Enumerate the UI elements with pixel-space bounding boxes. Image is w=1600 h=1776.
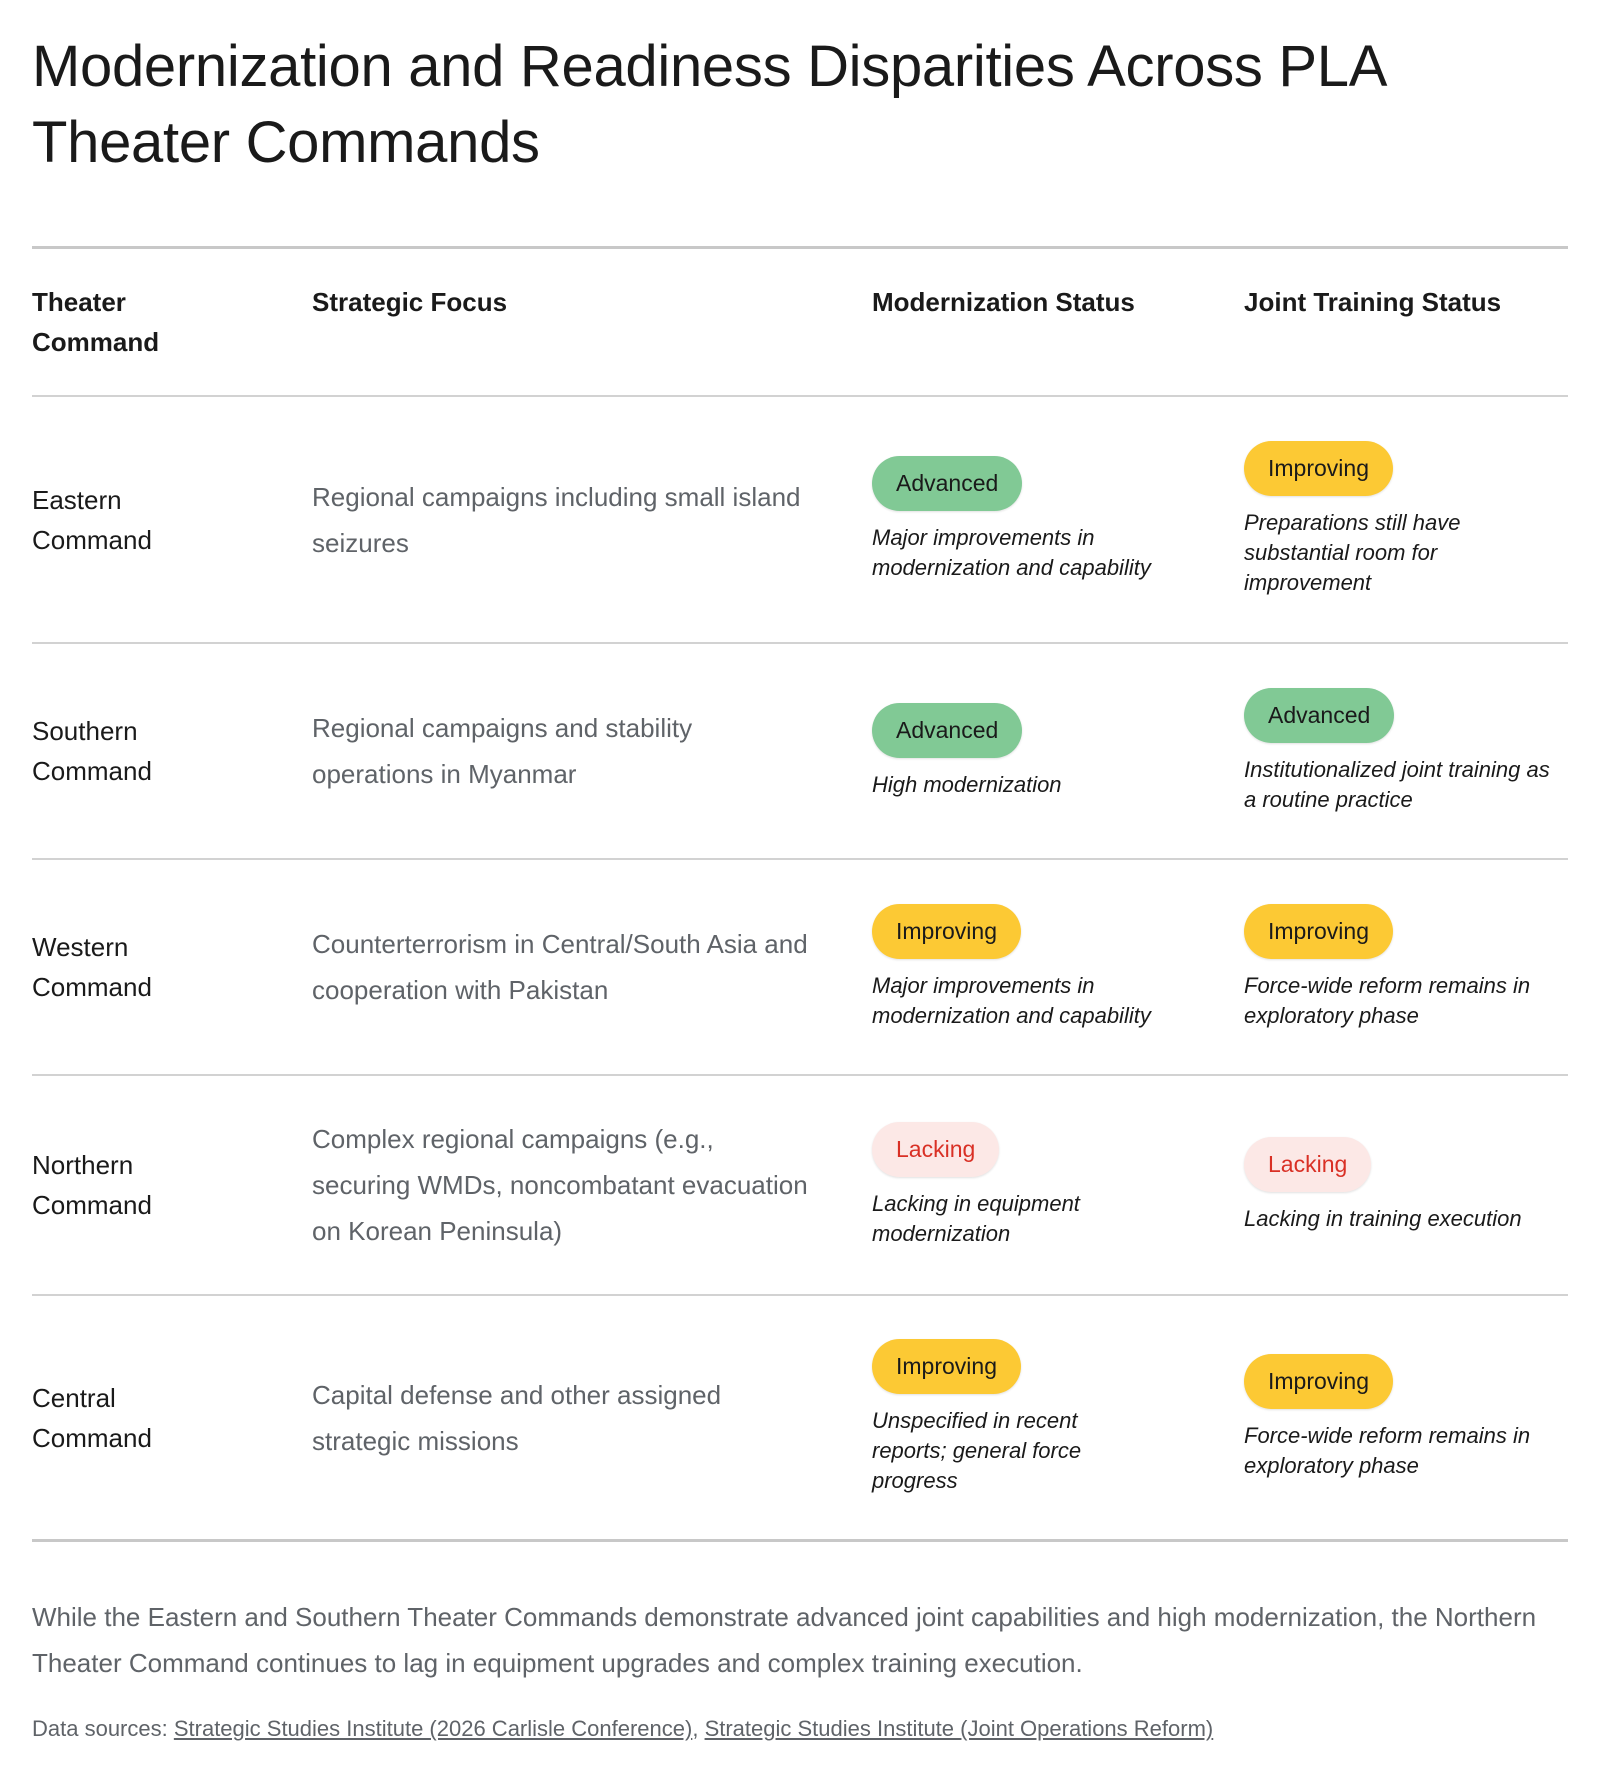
source-link-joint-operations-reform[interactable]: Strategic Studies Institute (Joint Operations Reform) <box>704 1716 1214 1741</box>
joint-training-status-cell <box>1244 441 1568 598</box>
joint-training-status-cell <box>1244 688 1568 815</box>
status-note: Lacking in training execution <box>1244 1205 1522 1231</box>
strategic-focus: Capital defense and other assigned strategic missions <box>312 1379 722 1456</box>
modernization-status-cell <box>872 1122 1244 1249</box>
command-name: Eastern Command <box>32 484 152 555</box>
table-row <box>32 642 1568 858</box>
command-name: Southern Command <box>32 716 152 786</box>
status-badge: Improving <box>872 904 1021 959</box>
status-badge: Improving <box>1244 1354 1393 1409</box>
command-name: Western Command <box>32 932 152 1002</box>
table-row <box>32 858 1568 1074</box>
status-note: Preparations still have substantial room for improvement <box>1244 510 1461 595</box>
status-badge: Improving <box>1244 904 1393 959</box>
joint-training-status-cell <box>1244 1137 1568 1234</box>
page-title: Modernization and Readiness Disparities Across PLA Theater Commands <box>32 34 1384 175</box>
page <box>32 0 1568 1741</box>
status-badge: Lacking <box>872 1122 999 1177</box>
status-note: Institutionalized joint training as a routine practice <box>1244 756 1550 812</box>
joint-training-status-cell <box>1244 904 1568 1031</box>
source-link-carlisle-conference[interactable]: Strategic Studies Institute (2026 Carlisle Conference) <box>173 1716 693 1741</box>
summary-text: While the Eastern and Southern Theater Commands demonstrate advanced joint capabilities and high modernization, the Northern Theater Command continues to lag in equipment upgrades and complex training execution. <box>32 1602 1537 1678</box>
source-separator: , <box>692 1716 705 1741</box>
data-sources-label: Data sources: <box>32 1716 174 1741</box>
status-badge: Advanced <box>872 703 1022 758</box>
modernization-status-cell <box>872 703 1244 800</box>
table-row <box>32 395 1568 642</box>
table-row <box>32 1294 1568 1539</box>
status-note: Major improvements in modernization and capability <box>872 972 1151 1028</box>
modernization-status-cell <box>872 904 1244 1031</box>
strategic-focus: Complex regional campaigns (e.g., securing WMDs, noncombatant evacuation on Korean Peninsula) <box>312 1124 808 1246</box>
status-note: Lacking in equipment modernization <box>872 1190 1080 1246</box>
status-note: Major improvements in modernization and capability <box>872 525 1151 580</box>
modernization-status-cell <box>872 1339 1244 1496</box>
strategic-focus: Regional campaigns including small island seizures <box>312 481 801 558</box>
command-name: Northern Command <box>32 1150 152 1220</box>
command-name: Central Command <box>32 1382 152 1453</box>
status-note: Force-wide reform remains in exploratory phase <box>1244 1423 1531 1478</box>
column-header-theater-command: Theater Command <box>32 287 160 357</box>
strategic-focus: Counterterrorism in Central/South Asia and cooperation with Pakistan <box>312 929 808 1005</box>
status-note: High modernization <box>872 771 1062 797</box>
column-header-modernization-status: Modernization Status <box>872 287 1135 317</box>
status-badge: Advanced <box>872 456 1022 511</box>
theater-command-table <box>32 246 1568 1542</box>
modernization-status-cell <box>872 456 1244 583</box>
status-badge: Improving <box>872 1339 1021 1394</box>
status-badge: Lacking <box>1244 1137 1371 1192</box>
joint-training-status-cell <box>1244 1354 1568 1481</box>
column-header-joint-training-status: Joint Training Status <box>1244 287 1502 317</box>
table-header-row <box>32 249 1568 395</box>
table-row <box>32 1074 1568 1294</box>
status-note: Force-wide reform remains in exploratory phase <box>1244 972 1531 1028</box>
status-badge: Advanced <box>1244 688 1394 743</box>
strategic-focus: Regional campaigns and stability operations in Myanmar <box>312 713 693 789</box>
column-header-strategic-focus: Strategic Focus <box>312 287 508 317</box>
status-note: Unspecified in recent reports; general force progress <box>872 1408 1082 1493</box>
status-badge: Improving <box>1244 441 1393 496</box>
data-sources <box>32 1714 1572 1744</box>
